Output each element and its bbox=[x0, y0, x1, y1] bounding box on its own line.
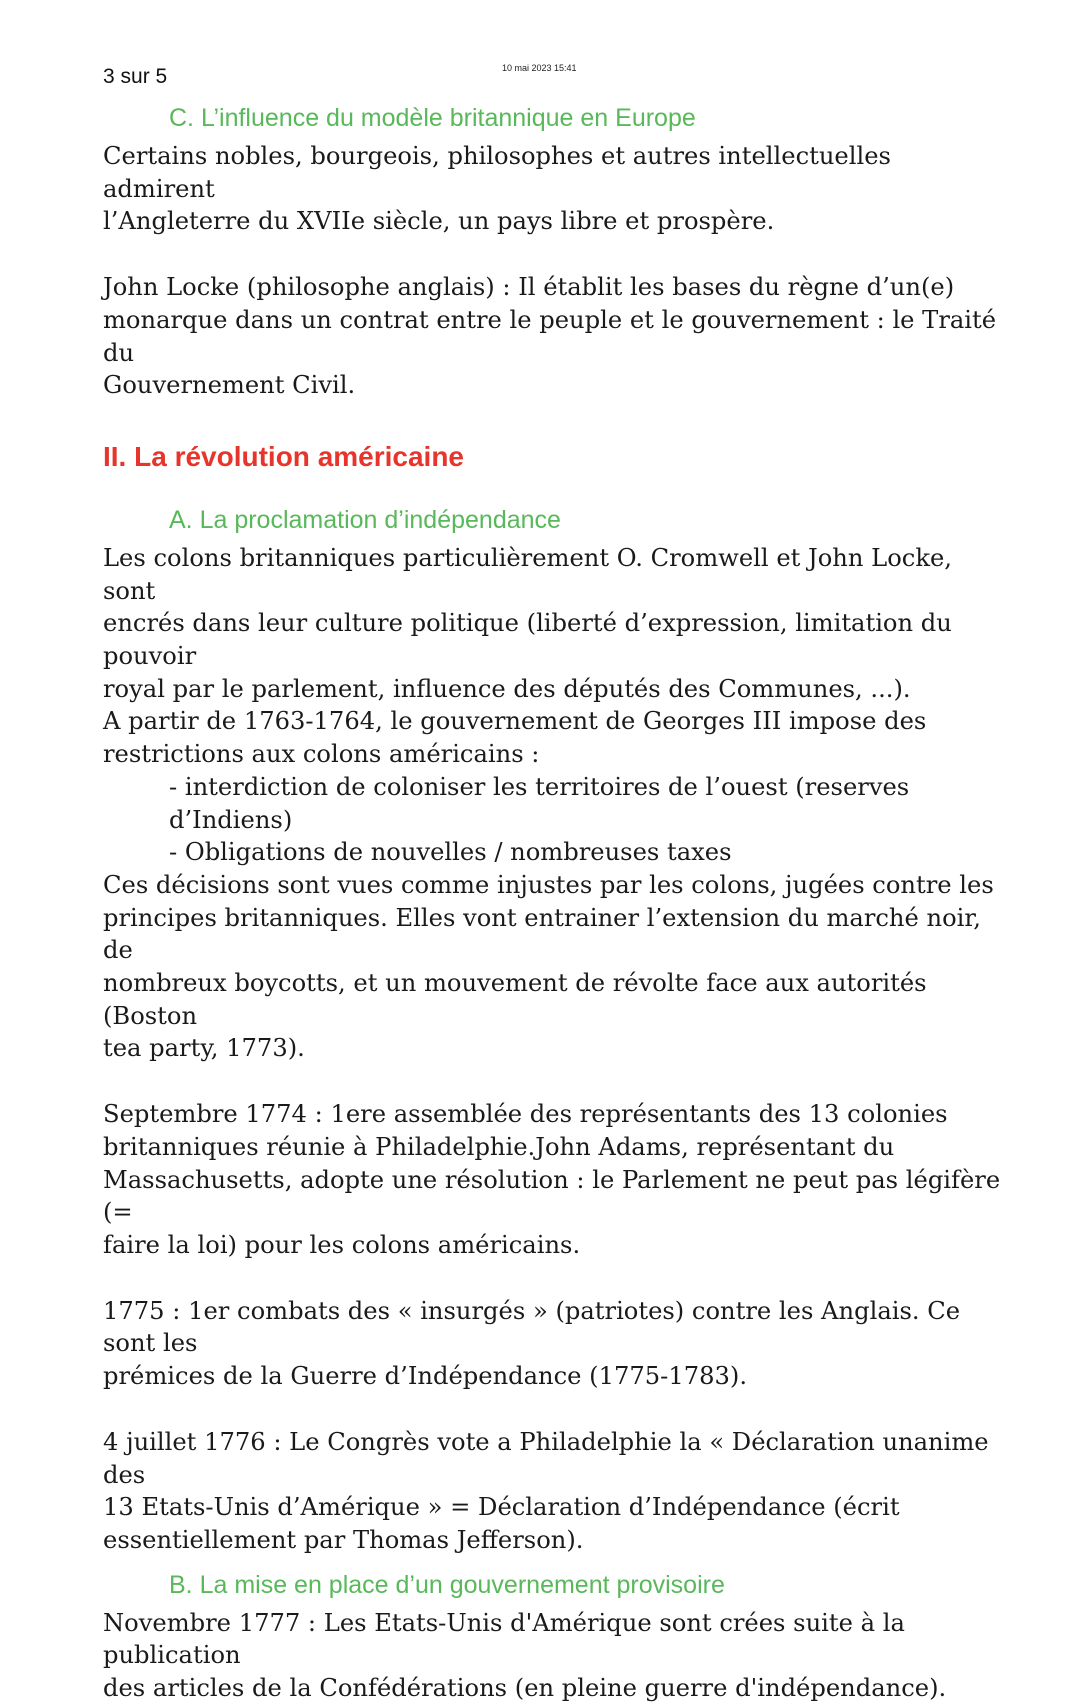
text-line: Certains nobles, bourgeois, philosophes et autres intellectuelles admirent bbox=[103, 142, 891, 203]
text-line: Ces décisions sont vues comme injustes par les colons, jugées contre les bbox=[103, 870, 994, 899]
text-line: 1775 : 1er combats des « insurgés » (patriotes) contre les Anglais. Ce sont les bbox=[103, 1296, 961, 1358]
paragraph bbox=[103, 1098, 1003, 1262]
text-line: John Locke (philosophe anglais) : Il établit les bases du règne d’un(e) bbox=[103, 273, 955, 302]
paragraph bbox=[103, 542, 1003, 1065]
text-line: restrictions aux colons américains : bbox=[103, 740, 540, 769]
timestamp: 10 mai 2023 15:41 bbox=[502, 63, 577, 73]
paragraph bbox=[103, 1295, 1003, 1393]
text-line: 13 Etats-Unis d’Amérique » = Déclaration d’Indépendance (écrit bbox=[103, 1493, 900, 1522]
text-line: des articles de la Confédérations (en pleine guerre d'indépendance). bbox=[103, 1674, 947, 1703]
text-line: nombreux boycotts, et un mouvement de révolte face aux autorités (Boston bbox=[103, 969, 927, 1030]
paragraph bbox=[103, 1426, 1003, 1557]
text-line: principes britanniques. Elles vont entrainer l’extension du marché noir, de bbox=[103, 903, 981, 965]
part-two-heading: II. La révolution américaine bbox=[103, 440, 465, 472]
text-line: Novembre 1777 : Les Etats-Unis d'Amérique sont crées suite à la publication bbox=[103, 1608, 905, 1670]
list-item: - interdiction de coloniser les territoires de l’ouest (reserves d’Indiens) bbox=[169, 772, 910, 834]
text-line: faire la loi) pour les colons américains. bbox=[103, 1230, 581, 1259]
text-line: Massachusetts, adopte une résolution : le Parlement ne peut pas légifère (= bbox=[103, 1165, 1001, 1227]
paragraph bbox=[103, 1607, 1003, 1705]
section-c-title: C. L’influence du modèle britannique en Europe bbox=[169, 104, 696, 132]
text-line: britanniques réunie à Philadelphie.John Adams, représentant du bbox=[103, 1132, 895, 1161]
text-line: Septembre 1774 : 1ere assemblée des représentants des 13 colonies bbox=[103, 1100, 948, 1129]
list-item: - Obligations de nouvelles / nombreuses taxes bbox=[169, 838, 732, 867]
text-line: essentiellement par Thomas Jefferson). bbox=[103, 1525, 584, 1554]
text-line: Gouvernement Civil. bbox=[103, 371, 356, 400]
text-line: 4 juillet 1776 : Le Congrès vote a Philadelphie la « Déclaration unanime des bbox=[103, 1427, 989, 1489]
text-line: l’Angleterre du XVIIe siècle, un pays libre et prospère. bbox=[103, 207, 775, 236]
text-line: monarque dans un contrat entre le peuple et le gouvernement : le Traité du bbox=[103, 305, 997, 367]
page-indicator: 3 sur 5 bbox=[103, 65, 168, 88]
text-line: A partir de 1763-1764, le gouvernement de Georges III impose des bbox=[103, 707, 927, 736]
text-line: prémices de la Guerre d’Indépendance (1775-1783). bbox=[103, 1362, 748, 1391]
text-line: tea party, 1773). bbox=[103, 1034, 305, 1063]
text-line: encrés dans leur culture politique (liberté d’expression, limitation du pouvoir bbox=[103, 609, 952, 671]
text-line: Les colons britanniques particulièrement O. Cromwell et John Locke, sont bbox=[103, 543, 952, 605]
section-a-title: A. La proclamation d’indépendance bbox=[169, 505, 561, 534]
paragraph bbox=[103, 271, 1003, 402]
paragraph bbox=[103, 140, 1003, 238]
text-line: royal par le parlement, influence des députés des Communes, ...). bbox=[103, 674, 911, 703]
section-b-title: B. La mise en place d’un gouvernement provisoire bbox=[169, 1570, 725, 1599]
document-body bbox=[103, 102, 1003, 1705]
